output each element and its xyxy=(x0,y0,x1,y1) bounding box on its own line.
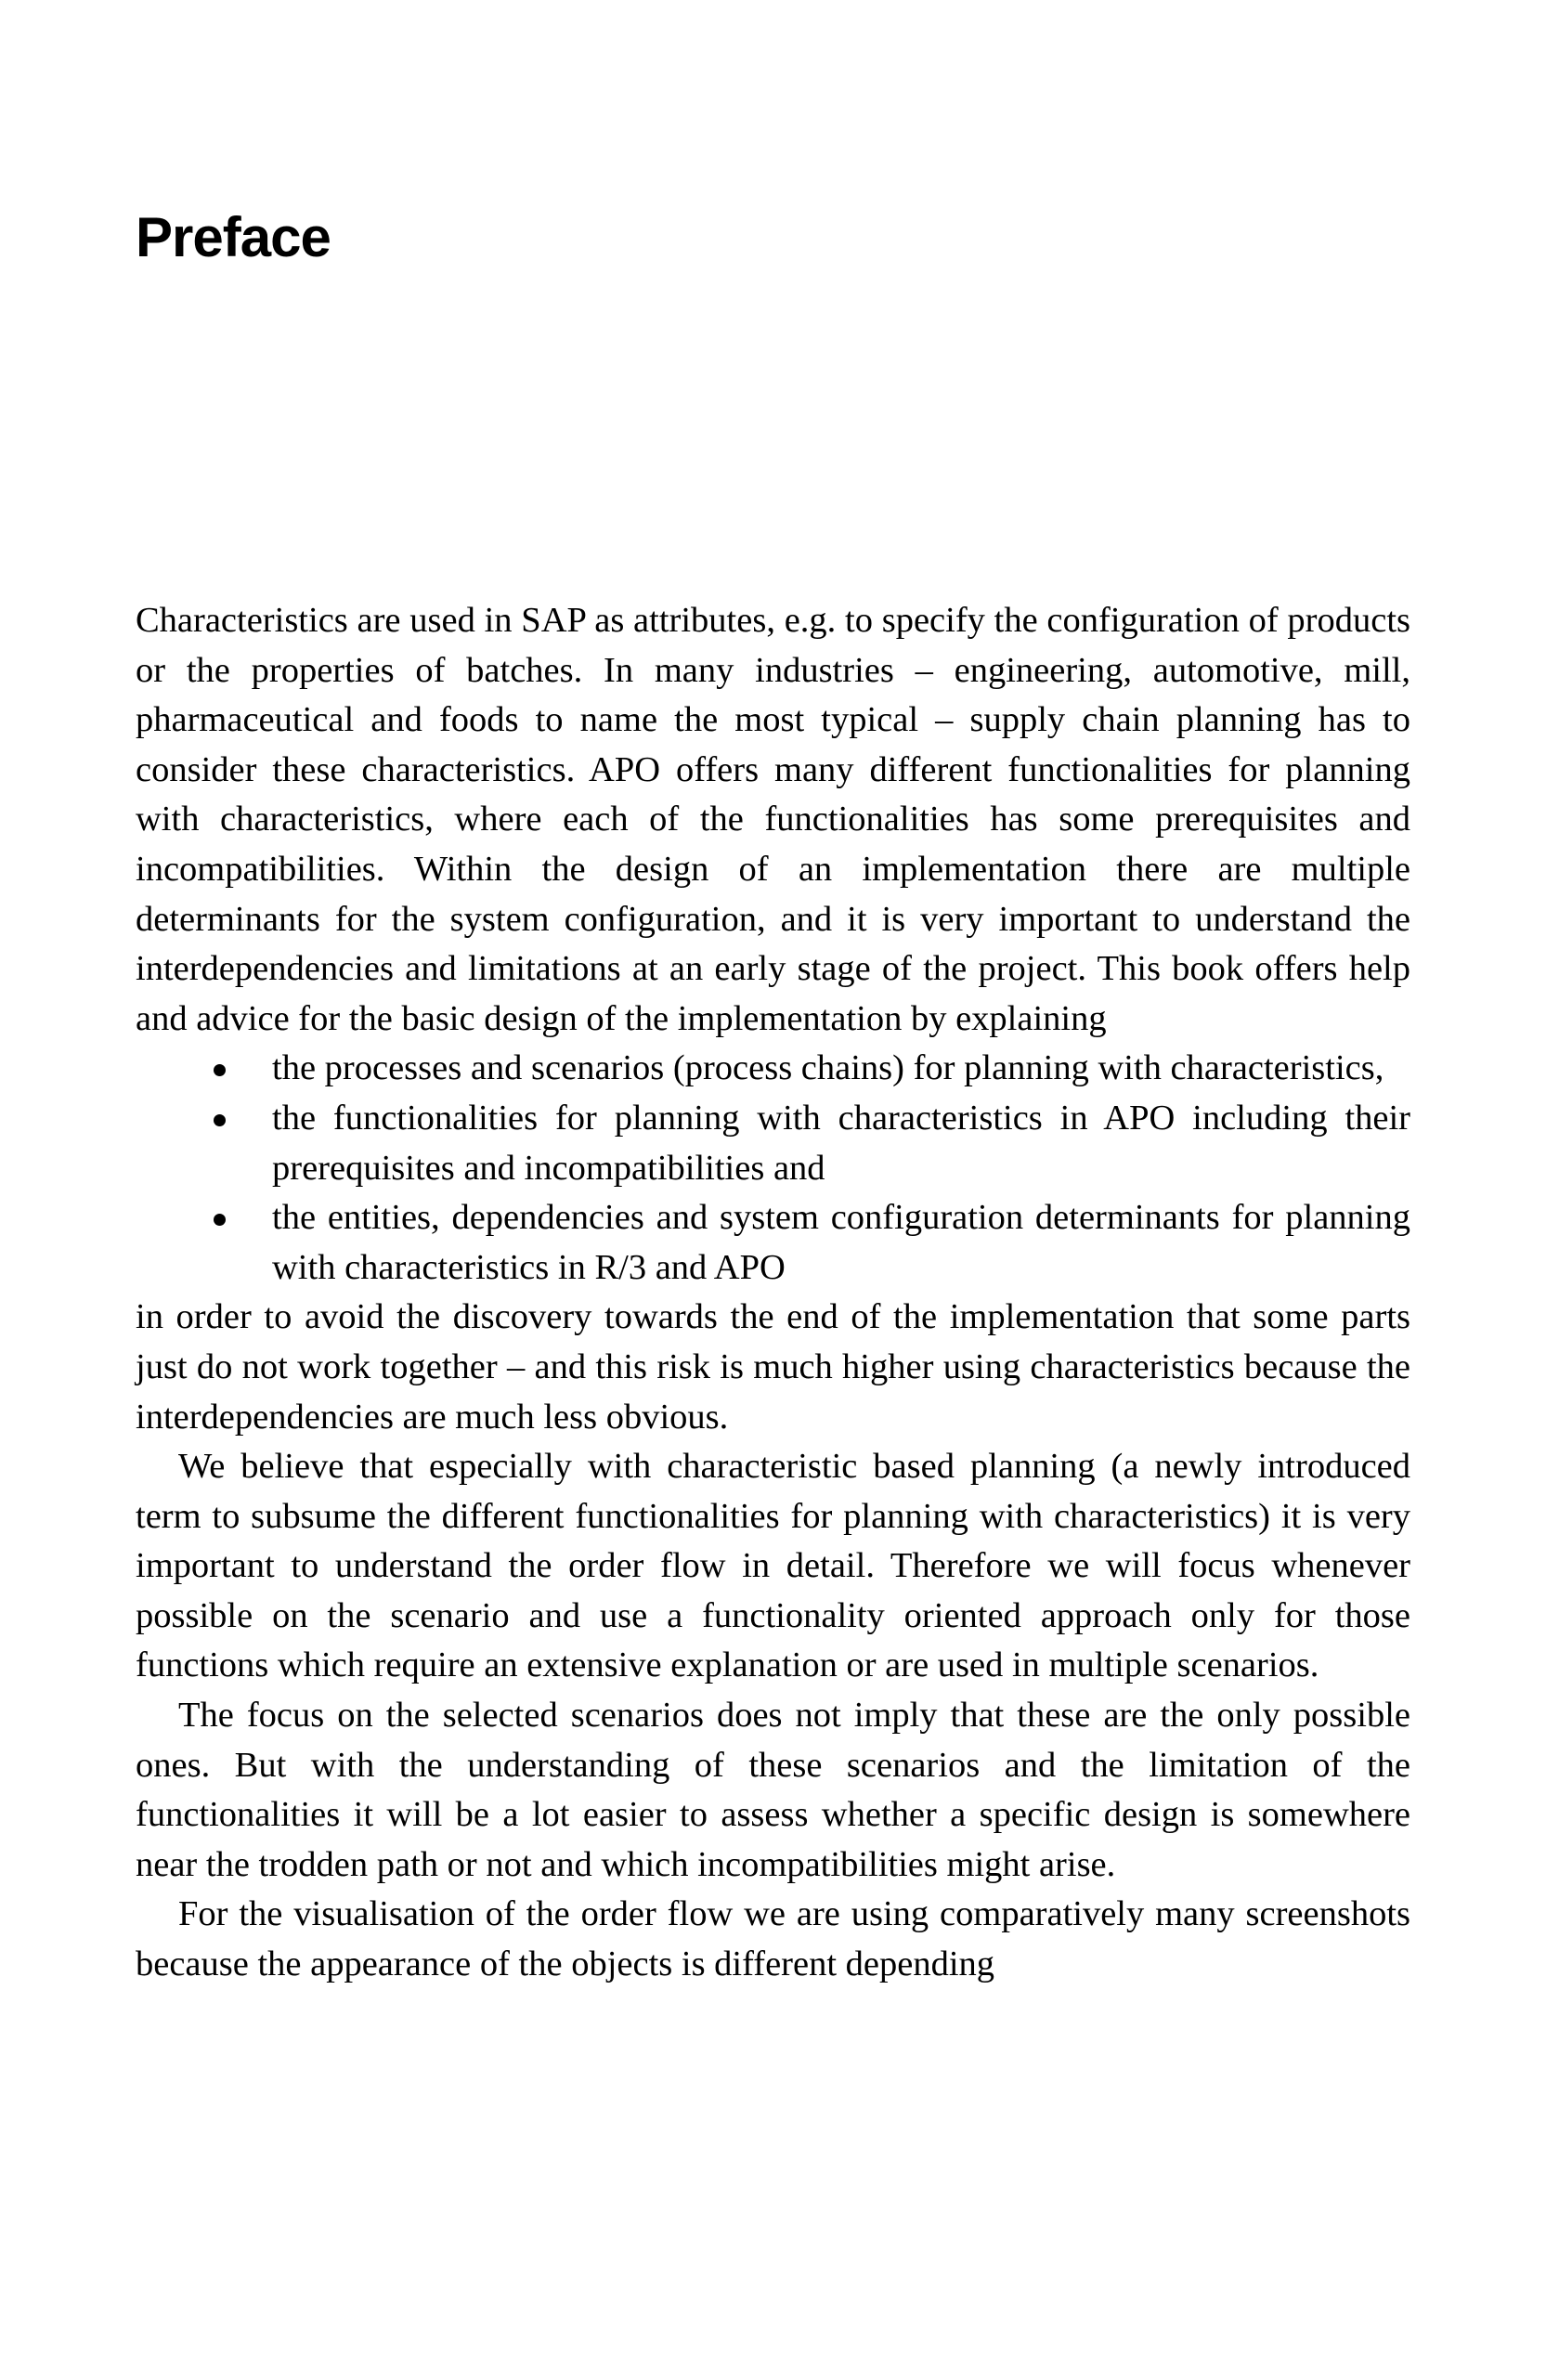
paragraph-continuation: in order to avoid the discovery towards the end of the implementation that some parts just do not work together – and this risk is much higher using characteristics because the interdependencies are much less obvious. xyxy=(136,1297,1410,1437)
bullet-item xyxy=(136,1094,1410,1193)
bullet-list xyxy=(136,1044,1410,1293)
bullet-dot-icon xyxy=(214,1064,226,1076)
paragraph-visualisation: For the visualisation of the order flow we are using comparatively many screenshots because the appearance of the objects is different depending xyxy=(136,1894,1410,1984)
paragraph-scenarios: The focus on the selected scenarios does not imply that these are the only possible ones. But with the understanding of these scenarios and the limitation of the functionalities it will be a lot easier to assess whether a specific design is somewhere near the trodden path or not and which incompatibilities might arise. xyxy=(136,1696,1410,1884)
bullet-dot-icon xyxy=(214,1214,226,1226)
bullet-text: the entities, dependencies and system configuration determinants for planning with characteristics in R/3 and APO xyxy=(272,1198,1410,1287)
bullet-item xyxy=(136,1044,1410,1094)
body-text xyxy=(136,596,1410,1990)
bullet-text: the functionalities for planning with characteristics in APO including their prerequisites and incompatibilities and xyxy=(272,1098,1410,1188)
bullet-dot-icon xyxy=(214,1114,226,1126)
bullet-item xyxy=(136,1193,1410,1293)
paragraph-order-flow: We believe that especially with characteristic based planning (a newly introduced term to subsume the different functionalities for planning with characteristics) it is very important to understand the order flow in detail. Therefore we will focus whenever possible on the scenario and use a functionality oriented approach only for those functions which require an extensive explanation or are used in multiple scenarios. xyxy=(136,1447,1410,1685)
page-title: Preface xyxy=(136,206,331,268)
bullet-text: the processes and scenarios (process chains) for planning with characteristics, xyxy=(272,1048,1384,1088)
paragraph-intro: Characteristics are used in SAP as attributes, e.g. to specify the configuration of products or the properties of batches. In many industries – engineering, automotive, mill, pharmaceutical and foods to name the most typical – supply chain planning has to consider these characteristics. APO offers many different functionalities for planning with characteristics, where each of the functionalities has some prerequisites and incompatibilities. Within the design of an implementation there are multiple determinants for the system configuration, and it is very important to understand the interdependencies and limitations at an early stage of the project. This book offers help and advice for the basic design of the implementation by explaining xyxy=(136,601,1410,1038)
